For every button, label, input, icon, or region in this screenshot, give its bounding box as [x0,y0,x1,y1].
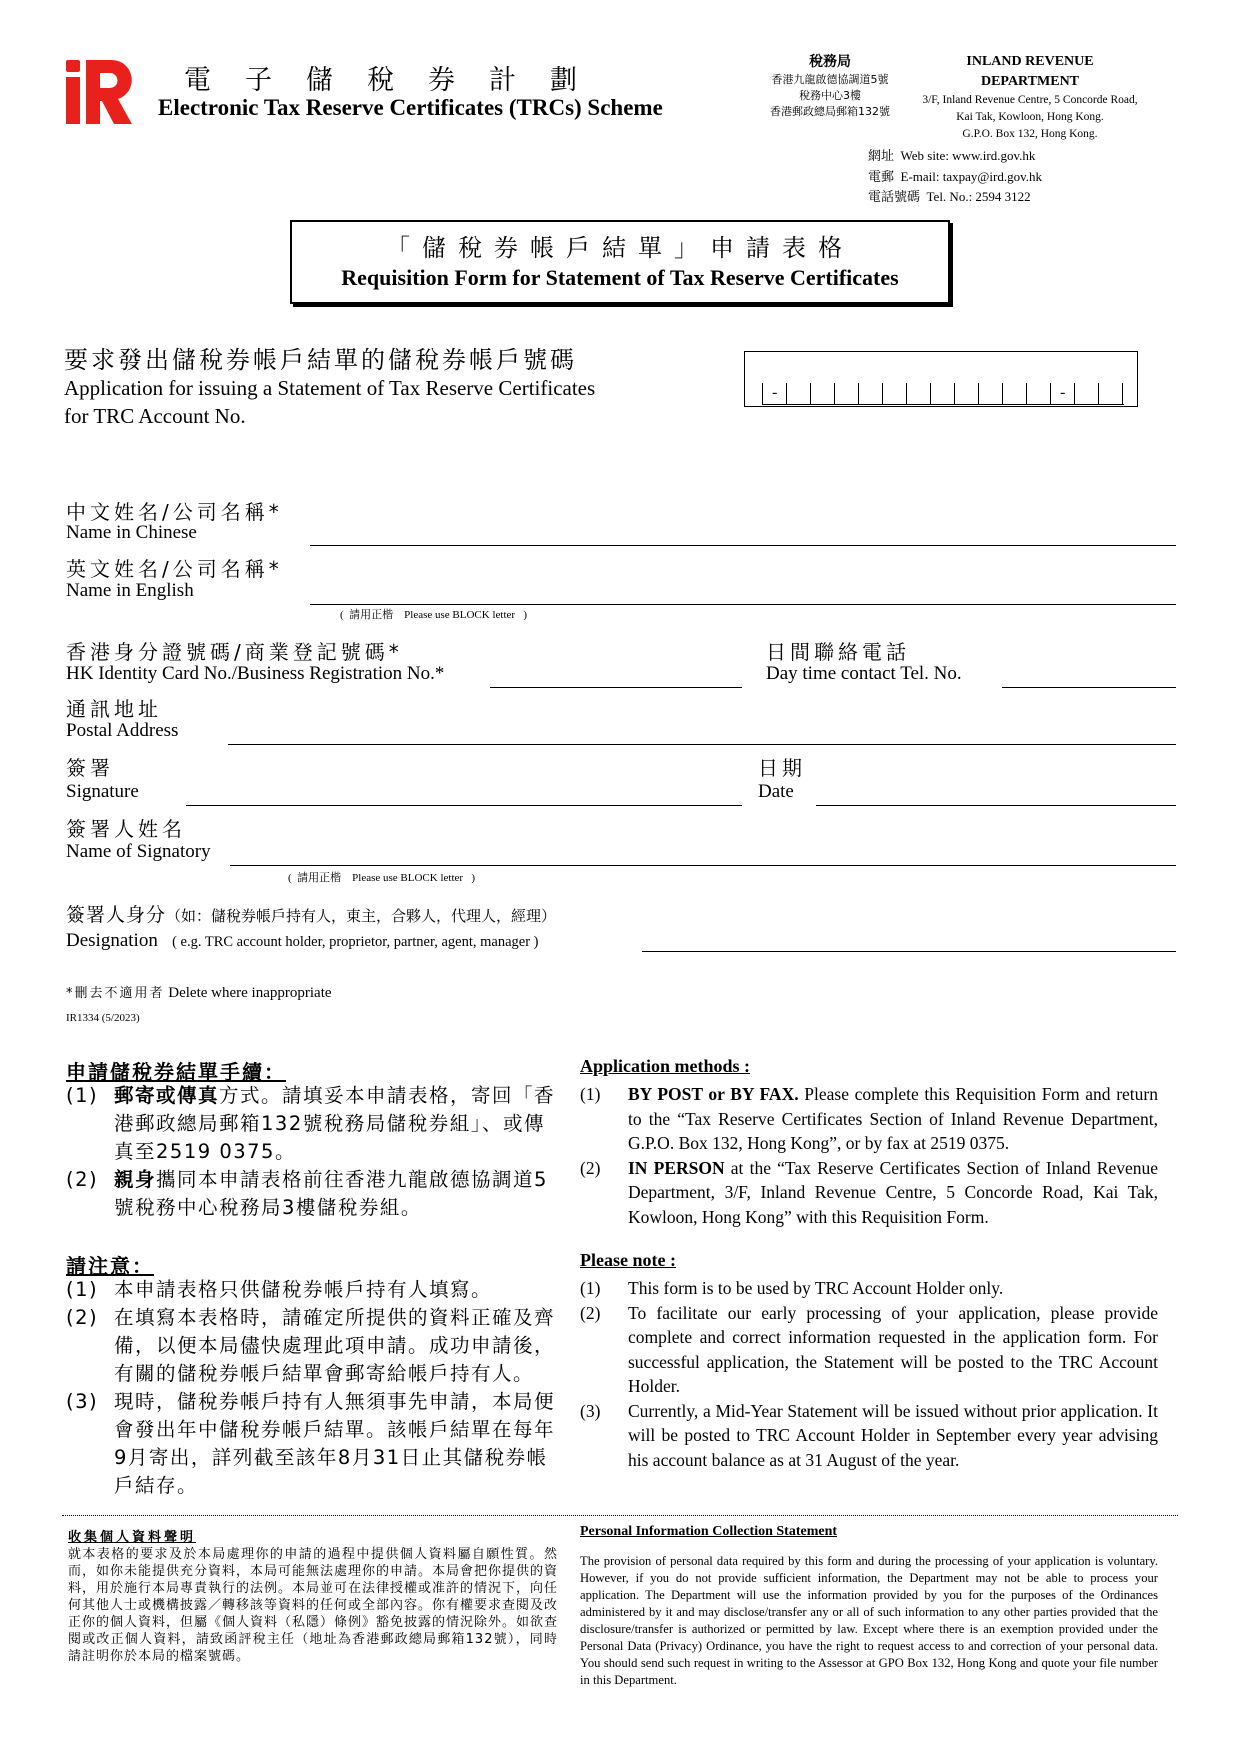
delete-footnote: *刪去不適用者 Delete where inappropriate [66,985,332,1001]
address-label-cn: 通訊地址 [66,697,162,721]
cell-divider [882,383,883,404]
notes-heading-cn: 請注意： [66,1254,154,1278]
ird-address-line: G.P.O. Box 132, Hong Kong. [962,128,1098,140]
ird-logo [64,57,136,127]
list-item: (2) 在填寫本表格時，請確定所提供的資料正確及齊備，以便本局儘快處理此項申請。成功申請後，有關的儲稅券帳戶結單會郵寄給帳戶持有人。 [66,1306,556,1385]
ird-address-line: 3/F, Inland Revenue Centre, 5 Concorde Road, [922,94,1138,106]
account-label-en: Application for issuing a Statement of Tax Reserve Certificates for TRC Account No. [64,376,596,428]
email-label-cn: 電郵 [868,169,895,185]
list-item: (2) IN PERSON at the “Tax Reserve Certificates Section of Inland Revenue Department, 3/F, Inland Revenue Centre, 5 Concorde Road, Kai Tak, Kowloon, Hong Kong” with this Requisition Form. [580,1157,1158,1227]
designation-label-en: Designation ( e.g. TRC account holder, proprietor, partner, agent, manager ) [66,930,539,951]
name-english-label-en: Name in English [66,580,194,601]
tel-label-cn: 日間聯絡電話 [766,640,910,664]
signatory-field[interactable] [230,865,1176,866]
cell-divider [978,383,979,404]
cell-divider [1098,383,1099,404]
telephone: Tel. No.: 2594 3122 [926,189,1031,204]
section-divider [62,1515,1178,1516]
account-number-cells[interactable] [762,383,1124,405]
cell-divider [858,383,859,404]
list-item: (2) 親身攜同本申請表格前往香港九龍啟德協調道5號稅務中心稅務局3樓儲稅券組。 [66,1168,548,1219]
name-chinese-label-cn: 中文姓名/公司名稱* [66,500,283,524]
ird-address-line: Kai Tak, Kowloon, Hong Kong. [956,111,1104,123]
ird-address-cn [745,52,915,120]
signatory-label-en: Name of Signatory [66,841,211,862]
date-label-cn: 日期 [758,756,806,780]
address-label-en: Postal Address [66,720,179,741]
privacy-heading-cn: 收集個人資料聲明 [68,1530,197,1545]
cell-divider [1002,383,1003,404]
cell-divider [834,383,835,404]
cell-divider [906,383,907,404]
signature-label-en: Signature [66,781,139,802]
name-chinese-field[interactable] [310,545,1176,546]
scheme-title-cn: 電子儲稅券計劃 [184,65,611,96]
tel-label-cn: 電話號碼 [868,190,921,205]
account-label-cn: 要求發出儲稅券帳戶結單的儲稅券帳戶號碼 [64,346,577,374]
form-code: IR1334 (5/2023) [66,1012,140,1024]
designation-field[interactable] [642,951,1176,952]
privacy-heading-en: Personal Information Collection Statement [580,1524,838,1539]
tel-label-en: Day time contact Tel. No. [766,663,962,684]
methods-heading-en: Application methods : [580,1056,751,1076]
list-item: (2) To facilitate our early processing of your application, please provide complete and correct information requested in the application form. For successful application, the Statement will be posted to the TRC Account Holder. [580,1302,1158,1396]
cell-divider [1122,383,1123,404]
block-letter-hint: ( 請用正楷 Please use BLOCK letter ) [340,608,527,621]
methods-list-en [580,1082,1158,1229]
cell-divider [954,383,955,404]
designation-label-cn: 簽署人身分（如：儲稅券帳戶持有人，東主，合夥人，代理人，經理） [66,904,557,926]
list-item: (3) Currently, a Mid-Year Statement will be issued without prior application. It will be posted to TRC Account Holder in September every year advising his account balance as at 31 August of the year. [580,1400,1158,1470]
scheme-title-en: Electronic Tax Reserve Certificates (TRCs) Scheme [158,95,663,120]
contact-info [868,146,1042,208]
methods-list-cn [66,1082,564,1222]
list-item: (1) This form is to be used by TRC Account Holder only. [580,1278,1004,1298]
ird-address-line: 香港郵政總局郵箱132號 [770,105,890,118]
name-chinese-label-en: Name in Chinese [66,522,197,543]
privacy-text-cn: 就本表格的要求及於本局處理你的申請的過程中提供個人資料屬自願性質。然而，如你未能提供充分資料，本局可能無法處理你的申請。本局會把你提供的資料，用於施行本局專責執行的法例。本局並可在法律授權或准許的情況下，向任何其他人士或機構披露／轉移該等資料的任何或全部內容。你有權要求查閱及改正你的個人資料，但屬《個人資料（私隱）條例》豁免披露的情況除外。如欲查閱或改正個人資料，請致函評稅主任（地址為香港郵政總局郵箱132號），同時請註明你於本局的檔案號碼。 [68,1547,559,1664]
signature-field[interactable] [186,805,742,806]
date-label-en: Date [758,781,794,802]
email[interactable]: E-mail: taxpay@ird.gov.hk [900,168,1042,184]
name-english-label-cn: 英文姓名/公司名稱* [66,557,283,581]
ird-address-line: 稅務中心3樓 [799,89,861,102]
tel-field[interactable] [1002,687,1176,688]
privacy-text-en: The provision of personal data required by this form and during the processing of your application is voluntary. However, if you do not provide sufficient information, the Department may not be able to process your application. The Department will use the information provided by you for the purposes of the Ordinances administered by it and may disclose/transfer any or all of such information to any other parties provided that the disclosure/transfer is authorized or permitted by law. Except where there is an exemption provided under the Personal Data (Privacy) Ordinance, you have the right to request access to and correction of your personal data. You should send such request in writing to the Assessor at GPO Box 132, Hong Kong and quote your file number in this Department. [580,1554,1158,1687]
form-title-cn: 「儲稅券帳戶結單」申請表格 [386,234,854,262]
website[interactable]: Web site: www.ird.gov.hk [900,148,1036,163]
account-separator: - [772,384,778,401]
cell-divider [930,383,931,404]
list-item: (1) 郵寄或傳真方式。請填妥本申請表格，寄回「香港郵政總局郵箱132號稅務局儲稅券組」、或傳真至2519 0375。 [66,1084,556,1163]
block-letter-hint: ( 請用正楷 Please use BLOCK letter ) [288,871,475,884]
hkid-label-en: HK Identity Card No./Business Registration No.* [66,663,445,684]
cell-divider [1050,383,1051,404]
form-title-en: Requisition Form for Statement of Tax Reserve Certificates [341,265,899,290]
list-item: (1) 本申請表格只供儲稅券帳戶持有人填寫。 [66,1278,493,1301]
account-separator: - [1060,384,1066,401]
hkid-field[interactable] [490,687,742,688]
name-english-field[interactable] [310,604,1176,605]
date-field[interactable] [816,805,1176,806]
website-label-cn: 網址 [868,149,895,164]
cell-divider [786,383,787,404]
notes-list-en [580,1276,1158,1472]
signature-label-cn: 簽署 [66,756,114,780]
cell-divider [762,383,763,404]
cell-divider [810,383,811,404]
address-field[interactable] [228,744,1176,745]
ird-address-line: 香港九龍啟德協調道5號 [771,73,889,86]
cell-divider [1026,383,1027,404]
ird-address-en [920,52,1140,143]
ird-name-en: INLAND REVENUE DEPARTMENT [966,54,1094,89]
hkid-label-cn: 香港身分證號碼/商業登記號碼* [66,640,403,664]
list-item: (3) 現時，儲稅券帳戶持有人無須事先申請，本局便會發出年中儲稅券帳戶結單。該帳戶結單在每年9月寄出，詳列截至該年8月31日止其儲稅券帳戶結存。 [66,1390,556,1497]
form-title-box [290,220,950,304]
notes-list-cn [66,1276,564,1500]
methods-heading-cn: 申請儲稅券結單手續： [66,1060,286,1084]
signatory-label-cn: 簽署人姓名 [66,817,186,841]
list-item: (1) BY POST or BY FAX. Please complete this Requisition Form and return to the “Tax Reserve Certificates Section of Inland Revenue Department, G.P.O. Box 132, Hong Kong”, or by fax at 2519 0375. [580,1084,1158,1153]
cell-divider [1074,383,1075,404]
notes-heading-en: Please note : [580,1250,676,1270]
ird-name-cn: 稅務局 [809,54,851,70]
